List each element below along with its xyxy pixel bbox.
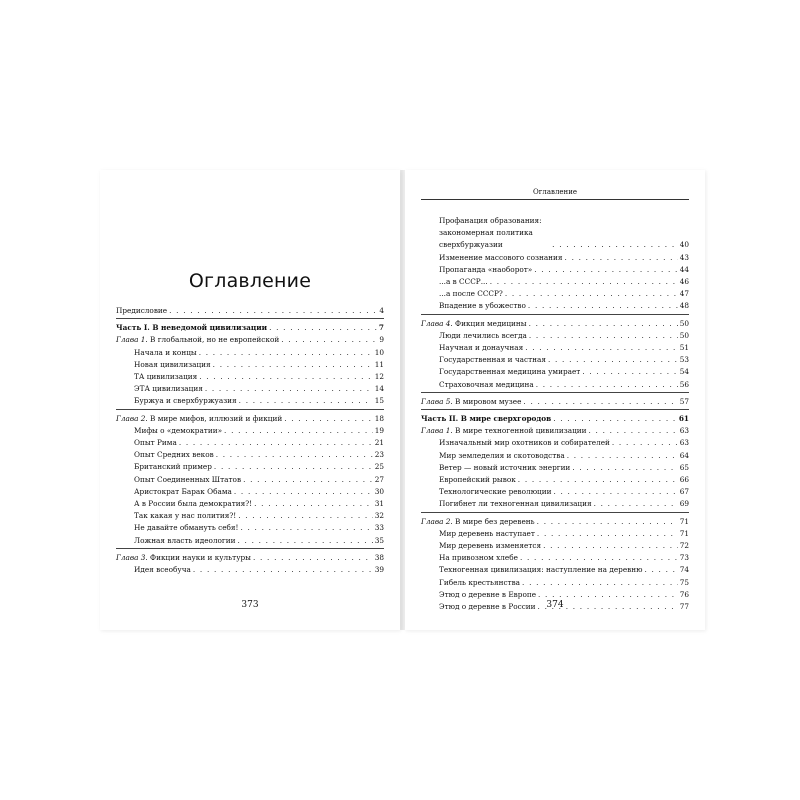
leader-dots bbox=[253, 552, 373, 564]
toc-entry-label: Этюд о деревне в Европе bbox=[439, 589, 537, 599]
toc-entry[interactable] bbox=[421, 413, 689, 425]
toc-entry[interactable] bbox=[116, 449, 384, 461]
toc-page-number: 61 bbox=[678, 414, 689, 424]
toc-entry-label: А в России была демократия?! bbox=[134, 499, 253, 509]
toc-entry[interactable] bbox=[116, 461, 384, 473]
running-head: Оглавление bbox=[532, 188, 578, 196]
leader-dots bbox=[213, 359, 373, 371]
leader-dots bbox=[553, 413, 677, 425]
leader-dots bbox=[543, 540, 678, 552]
toc-entry[interactable] bbox=[421, 215, 689, 252]
toc-entry[interactable] bbox=[421, 342, 689, 354]
toc-entry-label: Ветер — новый источник энергии bbox=[439, 462, 571, 472]
toc-page-number: 75 bbox=[679, 577, 689, 587]
toc-entry[interactable] bbox=[421, 450, 689, 462]
section-divider bbox=[116, 548, 384, 549]
leader-dots bbox=[572, 462, 677, 474]
leader-dots bbox=[284, 413, 372, 425]
toc-entry-label: Часть I. В неведомой цивилизации bbox=[116, 323, 268, 333]
toc-entry-label: Мир деревень наступает bbox=[439, 528, 535, 538]
toc-entry[interactable] bbox=[116, 413, 384, 425]
toc-page-number: 14 bbox=[374, 384, 384, 394]
section-divider bbox=[421, 512, 689, 513]
toc-entry-label: Профанация образования: закономерная политика сверхбуржуазии bbox=[439, 216, 542, 250]
toc-entry[interactable] bbox=[421, 354, 689, 366]
toc-page-number: 50 bbox=[679, 330, 689, 340]
leader-dots bbox=[169, 305, 377, 317]
leader-dots bbox=[216, 449, 373, 461]
chapter-title: В мире без деревень bbox=[452, 516, 535, 526]
toc-page-number: 65 bbox=[679, 462, 689, 472]
toc-entry-label: Европейский рывок bbox=[439, 475, 516, 485]
toc-entry[interactable] bbox=[116, 564, 384, 576]
leader-dots bbox=[243, 474, 373, 486]
chapter-prefix: Глава 2. bbox=[421, 516, 453, 526]
chapter-title: Фикция медицины bbox=[452, 318, 527, 328]
leader-dots bbox=[567, 450, 678, 462]
toc-entry[interactable] bbox=[421, 318, 689, 330]
toc-page-number: 74 bbox=[679, 565, 689, 575]
toc-entry[interactable] bbox=[116, 522, 384, 534]
leader-dots bbox=[536, 379, 678, 391]
toc-page-number: 64 bbox=[679, 450, 689, 460]
toc-entry-label: Новая цивилизация bbox=[134, 359, 211, 369]
toc-entry-label: Гибель крестьянства bbox=[439, 577, 521, 587]
toc-page-number: 53 bbox=[679, 355, 689, 365]
leader-dots bbox=[214, 461, 373, 473]
leader-dots bbox=[529, 330, 678, 342]
toc-entry-label bbox=[116, 552, 251, 564]
chapter-title: В мировом музее bbox=[452, 396, 522, 406]
leader-dots bbox=[205, 383, 373, 395]
page-title: Оглавление bbox=[188, 270, 312, 292]
toc-page-number: 31 bbox=[374, 499, 384, 509]
toc-page-number: 11 bbox=[374, 359, 384, 369]
page-number-right: 374 bbox=[546, 600, 564, 610]
chapter-prefix: Глава 2. bbox=[116, 413, 148, 423]
toc-entry[interactable] bbox=[116, 359, 384, 371]
toc-page-number: 7 bbox=[378, 323, 384, 333]
leader-dots bbox=[552, 239, 678, 251]
leader-dots bbox=[528, 300, 678, 312]
leader-dots bbox=[234, 486, 373, 498]
leader-dots bbox=[269, 322, 377, 334]
toc-page-number: 19 bbox=[374, 425, 384, 435]
toc-page-number: 46 bbox=[679, 277, 689, 287]
toc-page-number: 57 bbox=[679, 396, 689, 406]
toc-entry-label: На привозном хлебе bbox=[439, 553, 518, 563]
toc-entry-label: Впадение в убожество bbox=[439, 301, 526, 311]
toc-entry-label: Страховочная медицина bbox=[439, 379, 534, 389]
toc-entry-label bbox=[116, 334, 279, 346]
toc-page-number: 43 bbox=[679, 252, 689, 262]
leader-dots bbox=[522, 577, 678, 589]
leader-dots bbox=[537, 516, 678, 528]
chapter-title: В мире мифов, иллюзий и фикций bbox=[147, 413, 283, 423]
toc-page-number: 10 bbox=[374, 347, 384, 357]
toc-entry-label: Предисловие bbox=[116, 306, 168, 315]
toc-entry[interactable] bbox=[116, 474, 384, 486]
toc-entry-label bbox=[421, 396, 521, 408]
leader-dots bbox=[238, 510, 373, 522]
toc-page-number: 38 bbox=[374, 552, 384, 562]
toc-entry-label: Идея всеобуча bbox=[134, 565, 191, 575]
toc-page-number: 4 bbox=[379, 306, 384, 315]
chapter-prefix: Глава 4. bbox=[421, 318, 453, 328]
toc-entry-label: ...а в СССР... bbox=[439, 277, 488, 287]
chapter-prefix: Глава 1. bbox=[116, 335, 148, 345]
leader-dots bbox=[529, 318, 678, 330]
leader-dots bbox=[525, 342, 678, 354]
toc-entry[interactable] bbox=[421, 264, 689, 276]
toc-page-number: 56 bbox=[679, 379, 689, 389]
toc-entry-label: Мир деревень изменяется bbox=[439, 541, 542, 551]
leader-dots bbox=[224, 425, 373, 437]
toc-entry[interactable] bbox=[421, 425, 689, 437]
chapter-prefix: Глава 1. bbox=[421, 426, 453, 436]
toc-entry-label: Изменение массового сознания bbox=[439, 252, 563, 262]
leader-dots bbox=[553, 486, 677, 498]
leader-dots bbox=[254, 498, 373, 510]
toc-entry-label: ...а после СССР? bbox=[439, 289, 503, 299]
toc-entry[interactable] bbox=[421, 516, 689, 528]
toc-page-number: 21 bbox=[374, 438, 384, 448]
toc-page-number: 30 bbox=[374, 486, 384, 496]
toc-entry[interactable] bbox=[116, 383, 384, 395]
right-page bbox=[405, 170, 705, 630]
toc-entry[interactable] bbox=[116, 305, 384, 317]
leader-dots bbox=[281, 334, 377, 346]
toc-page-number: 66 bbox=[679, 475, 689, 485]
toc-entry-label: ТА цивилизация bbox=[134, 372, 198, 382]
chapter-prefix: Глава 3. bbox=[116, 552, 148, 562]
leader-dots bbox=[589, 425, 678, 437]
toc-entry[interactable] bbox=[421, 486, 689, 498]
leader-dots bbox=[505, 288, 678, 300]
leader-dots bbox=[548, 354, 678, 366]
leader-dots bbox=[490, 276, 678, 288]
leader-dots bbox=[594, 498, 678, 510]
toc-entry-label: Мифы о «демократии» bbox=[134, 425, 223, 435]
toc-page-number: 25 bbox=[374, 462, 384, 472]
toc-list-left bbox=[116, 305, 384, 576]
toc-entry-label: Этюд о деревне в России bbox=[439, 602, 536, 612]
leader-dots bbox=[518, 474, 678, 486]
leader-dots bbox=[199, 347, 373, 359]
chapter-title: В мире техногенной цивилизации bbox=[452, 426, 587, 436]
toc-entry[interactable] bbox=[421, 437, 689, 449]
toc-entry-label: Опыт Рима bbox=[134, 438, 177, 448]
toc-page-number: 35 bbox=[374, 535, 384, 545]
running-head-rule bbox=[421, 199, 689, 200]
leader-dots bbox=[239, 395, 373, 407]
toc-page-number: 23 bbox=[374, 450, 384, 460]
toc-page-number: 39 bbox=[374, 565, 384, 575]
toc-entry-label: Технологические революции bbox=[439, 487, 552, 497]
toc-page-number: 18 bbox=[374, 413, 384, 423]
toc-page-number: 76 bbox=[679, 589, 689, 599]
toc-entry-label: Не давайте обмануть себя! bbox=[134, 523, 239, 533]
toc-page-number: 9 bbox=[379, 335, 384, 345]
toc-entry[interactable] bbox=[421, 528, 689, 540]
leader-dots bbox=[644, 564, 677, 576]
toc-page-number: 63 bbox=[679, 438, 689, 448]
toc-entry[interactable] bbox=[421, 540, 689, 552]
section-divider bbox=[421, 409, 689, 410]
toc-page-number: 48 bbox=[679, 301, 689, 311]
toc-entry[interactable] bbox=[421, 300, 689, 312]
leader-dots bbox=[534, 264, 677, 276]
toc-entry-label: Начала и концы bbox=[134, 347, 197, 357]
leader-dots bbox=[199, 371, 372, 383]
toc-entry-label: Опыт Соединенных Штатов bbox=[134, 474, 242, 484]
toc-page-number: 63 bbox=[679, 426, 689, 436]
toc-page-number: 51 bbox=[679, 343, 689, 353]
toc-entry-label: Опыт Средних веков bbox=[134, 450, 214, 460]
toc-page-number: 54 bbox=[679, 367, 689, 377]
toc-entry-label: Ложная власть идеологии bbox=[134, 535, 236, 545]
leader-dots bbox=[612, 437, 678, 449]
toc-entry[interactable] bbox=[421, 252, 689, 264]
leader-dots bbox=[520, 552, 678, 564]
toc-page-number: 15 bbox=[374, 396, 384, 406]
toc-page-number: 67 bbox=[679, 487, 689, 497]
leader-dots bbox=[565, 252, 678, 264]
toc-entry-label: Люди лечились всегда bbox=[439, 330, 527, 340]
toc-entry[interactable] bbox=[421, 366, 689, 378]
toc-entry[interactable] bbox=[421, 288, 689, 300]
toc-entry-label: ЭТА цивилизация bbox=[134, 384, 203, 394]
toc-entry-label: Изначальный мир охотников и собирателей bbox=[439, 438, 610, 448]
toc-entry-label: Так какая у нас полития?! bbox=[134, 511, 237, 521]
toc-entry[interactable] bbox=[116, 395, 384, 407]
toc-entry[interactable] bbox=[421, 498, 689, 510]
toc-entry[interactable] bbox=[116, 322, 384, 334]
toc-page-number: 47 bbox=[679, 289, 689, 299]
toc-entry[interactable] bbox=[116, 437, 384, 449]
toc-entry-label bbox=[116, 413, 282, 425]
toc-entry[interactable] bbox=[116, 510, 384, 522]
toc-entry-label: Буржуа и сверхбуржуазия bbox=[134, 396, 237, 406]
toc-entry[interactable] bbox=[421, 379, 689, 391]
chapter-prefix: Глава 5. bbox=[421, 396, 453, 406]
toc-entry[interactable] bbox=[116, 535, 384, 547]
toc-page-number: 27 bbox=[374, 474, 384, 484]
toc-entry[interactable] bbox=[421, 552, 689, 564]
toc-entry[interactable] bbox=[116, 334, 384, 346]
toc-entry[interactable] bbox=[421, 276, 689, 288]
toc-entry[interactable] bbox=[421, 564, 689, 576]
section-divider bbox=[116, 318, 384, 319]
toc-entry[interactable] bbox=[116, 486, 384, 498]
toc-page-number: 71 bbox=[679, 528, 689, 538]
leader-dots bbox=[179, 437, 373, 449]
toc-page-number: 12 bbox=[374, 372, 384, 382]
leader-dots bbox=[582, 366, 677, 378]
toc-entry-label: Погибнет ли техногенная цивилизация bbox=[439, 499, 592, 509]
leader-dots bbox=[193, 564, 373, 576]
toc-entry-label: Часть II. В мире сверхгородов bbox=[421, 414, 552, 424]
leader-dots bbox=[238, 535, 373, 547]
toc-entry-label: Пропаганда «наоборот» bbox=[439, 264, 533, 274]
leader-dots bbox=[537, 528, 678, 540]
toc-entry[interactable] bbox=[116, 498, 384, 510]
toc-page-number: 32 bbox=[374, 511, 384, 521]
toc-page-number: 40 bbox=[679, 240, 689, 250]
page-number-left: 373 bbox=[241, 600, 259, 610]
toc-entry[interactable] bbox=[116, 425, 384, 437]
toc-list-right bbox=[421, 215, 689, 613]
toc-entry[interactable] bbox=[116, 371, 384, 383]
toc-entry-label: Государственная и частная bbox=[439, 355, 546, 365]
toc-entry-label: Научная и донаучная bbox=[439, 343, 524, 353]
leader-dots bbox=[240, 522, 372, 534]
toc-entry-label bbox=[421, 516, 535, 528]
toc-entry[interactable] bbox=[116, 552, 384, 564]
left-page bbox=[100, 170, 400, 630]
toc-page-number: 77 bbox=[679, 602, 689, 612]
toc-page-number: 72 bbox=[679, 541, 689, 551]
toc-entry[interactable] bbox=[421, 462, 689, 474]
toc-page-number: 33 bbox=[374, 523, 384, 533]
toc-page-number: 71 bbox=[679, 516, 689, 526]
toc-page-number: 69 bbox=[679, 499, 689, 509]
toc-entry-label: Государственная медицина умирает bbox=[439, 367, 581, 377]
toc-entry-label: Аристократ Барак Обама bbox=[134, 486, 232, 496]
section-divider bbox=[116, 409, 384, 410]
chapter-title: Фикции науки и культуры bbox=[147, 552, 251, 562]
toc-entry-label: Техногенная цивилизация: наступление на деревню bbox=[439, 565, 643, 575]
toc-page-number: 73 bbox=[679, 553, 689, 563]
toc-entry-label: Британский пример bbox=[134, 462, 212, 472]
toc-entry[interactable] bbox=[421, 474, 689, 486]
toc-entry[interactable] bbox=[421, 330, 689, 342]
toc-entry[interactable] bbox=[421, 396, 689, 408]
section-divider bbox=[421, 392, 689, 393]
chapter-title: В глобальной, но не европейской bbox=[147, 335, 280, 345]
toc-entry-label: Мир земледелия и скотоводства bbox=[439, 450, 565, 460]
toc-page-number: 50 bbox=[679, 318, 689, 328]
toc-entry[interactable] bbox=[421, 577, 689, 589]
toc-page-number: 44 bbox=[679, 264, 689, 274]
leader-dots bbox=[523, 396, 677, 408]
section-divider bbox=[421, 314, 689, 315]
toc-entry[interactable] bbox=[116, 347, 384, 359]
toc-entry-label bbox=[421, 425, 587, 437]
toc-entry-label bbox=[421, 318, 527, 330]
